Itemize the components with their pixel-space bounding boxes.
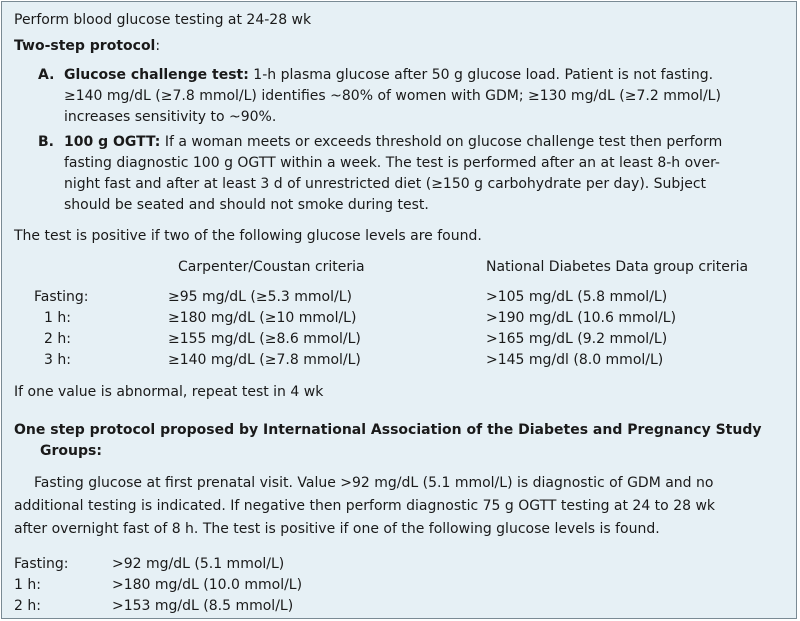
positive-criteria-text: The test is positive if two of the following glucose levels are found. [14,228,482,244]
cc-3h: ≥140 mg/dL (≥7.8 mmol/L) [168,352,361,368]
one-step-heading-line1: One step protocol proposed by International Association of the Diabetes and Pregnancy Study [14,422,762,438]
item-a-line1 [64,65,713,85]
nddg-fasting: >105 mg/dL (5.8 mmol/L) [486,289,668,305]
row-label-fasting: Fasting: [34,289,89,305]
col-header-carpenter-coustan: Carpenter/Coustan criteria [178,259,365,275]
cc-2h: ≥155 mg/dL (≥8.6 mmol/L) [168,331,361,347]
one-step-value-fasting: >92 mg/dL (5.1 mmol/L) [112,556,285,572]
item-a-line3: increases sensitivity to ~90%. [64,109,277,125]
item-b-lead: 100 g OGTT: [64,134,161,150]
row-label-1h: 1 h: [44,310,71,326]
item-b-marker: B. [38,134,54,150]
one-step-label-1h: 1 h: [14,577,41,593]
protocol-panel [1,1,797,619]
item-a-text1: 1-h plasma glucose after 50 g glucose load. Patient is not fasting. [248,67,714,83]
one-step-label-fasting: Fasting: [14,556,69,572]
item-b-line4: should be seated and should not smoke during test. [64,197,429,213]
two-step-heading-label: Two-step protocol [14,38,156,54]
one-step-value-1h: >180 mg/dL (10.0 mmol/L) [112,577,303,593]
col-header-nddg: National Diabetes Data group criteria [486,259,749,275]
nddg-3h: >145 mg/dl (8.0 mmol/L) [486,352,664,368]
intro-text: Perform blood glucose testing at 24-28 wk [14,12,312,28]
item-a-lead: Glucose challenge test: [64,67,249,83]
two-step-heading [14,36,160,56]
cc-1h: ≥180 mg/dL (≥10 mmol/L) [168,310,357,326]
one-step-para-line2: additional testing is indicated. If negative then perform diagnostic 75 g OGTT testing at 24 to 28 wk [14,498,716,514]
repeat-test-text: If one value is abnormal, repeat test in 4 wk [14,384,324,400]
row-label-2h: 2 h: [44,331,71,347]
item-a-marker: A. [38,67,55,83]
row-label-3h: 3 h: [44,352,71,368]
nddg-2h: >165 mg/dL (9.2 mmol/L) [486,331,668,347]
item-b-text1: If a woman meets or exceeds threshold on glucose challenge test then perform [160,134,723,150]
cc-fasting: ≥95 mg/dL (≥5.3 mmol/L) [168,289,352,305]
item-b-line3: night fast and after at least 3 d of unrestricted diet (≥150 g carbohydrate per day). Subject [64,176,707,192]
one-step-value-2h: >153 mg/dL (8.5 mmol/L) [112,598,294,614]
one-step-para-line3: after overnight fast of 8 h. The test is positive if one of the following glucose levels is found. [14,521,660,537]
one-step-para-line1: Fasting glucose at first prenatal visit. Value >92 mg/dL (5.1 mmol/L) is diagnostic of GDM and no [34,475,714,491]
two-step-heading-colon: : [155,38,161,54]
item-a-line2: ≥140 mg/dL (≥7.8 mmol/L) identifies ~80% of women with GDM; ≥130 mg/dL (≥7.2 mmol/L) [64,88,721,104]
one-step-label-2h: 2 h: [14,598,41,614]
one-step-heading-line2: Groups: [40,443,102,459]
item-b-line1 [64,132,722,152]
nddg-1h: >190 mg/dL (10.6 mmol/L) [486,310,677,326]
item-b-line2: fasting diagnostic 100 g OGTT within a week. The test is performed after an at least 8-h over- [64,155,720,171]
